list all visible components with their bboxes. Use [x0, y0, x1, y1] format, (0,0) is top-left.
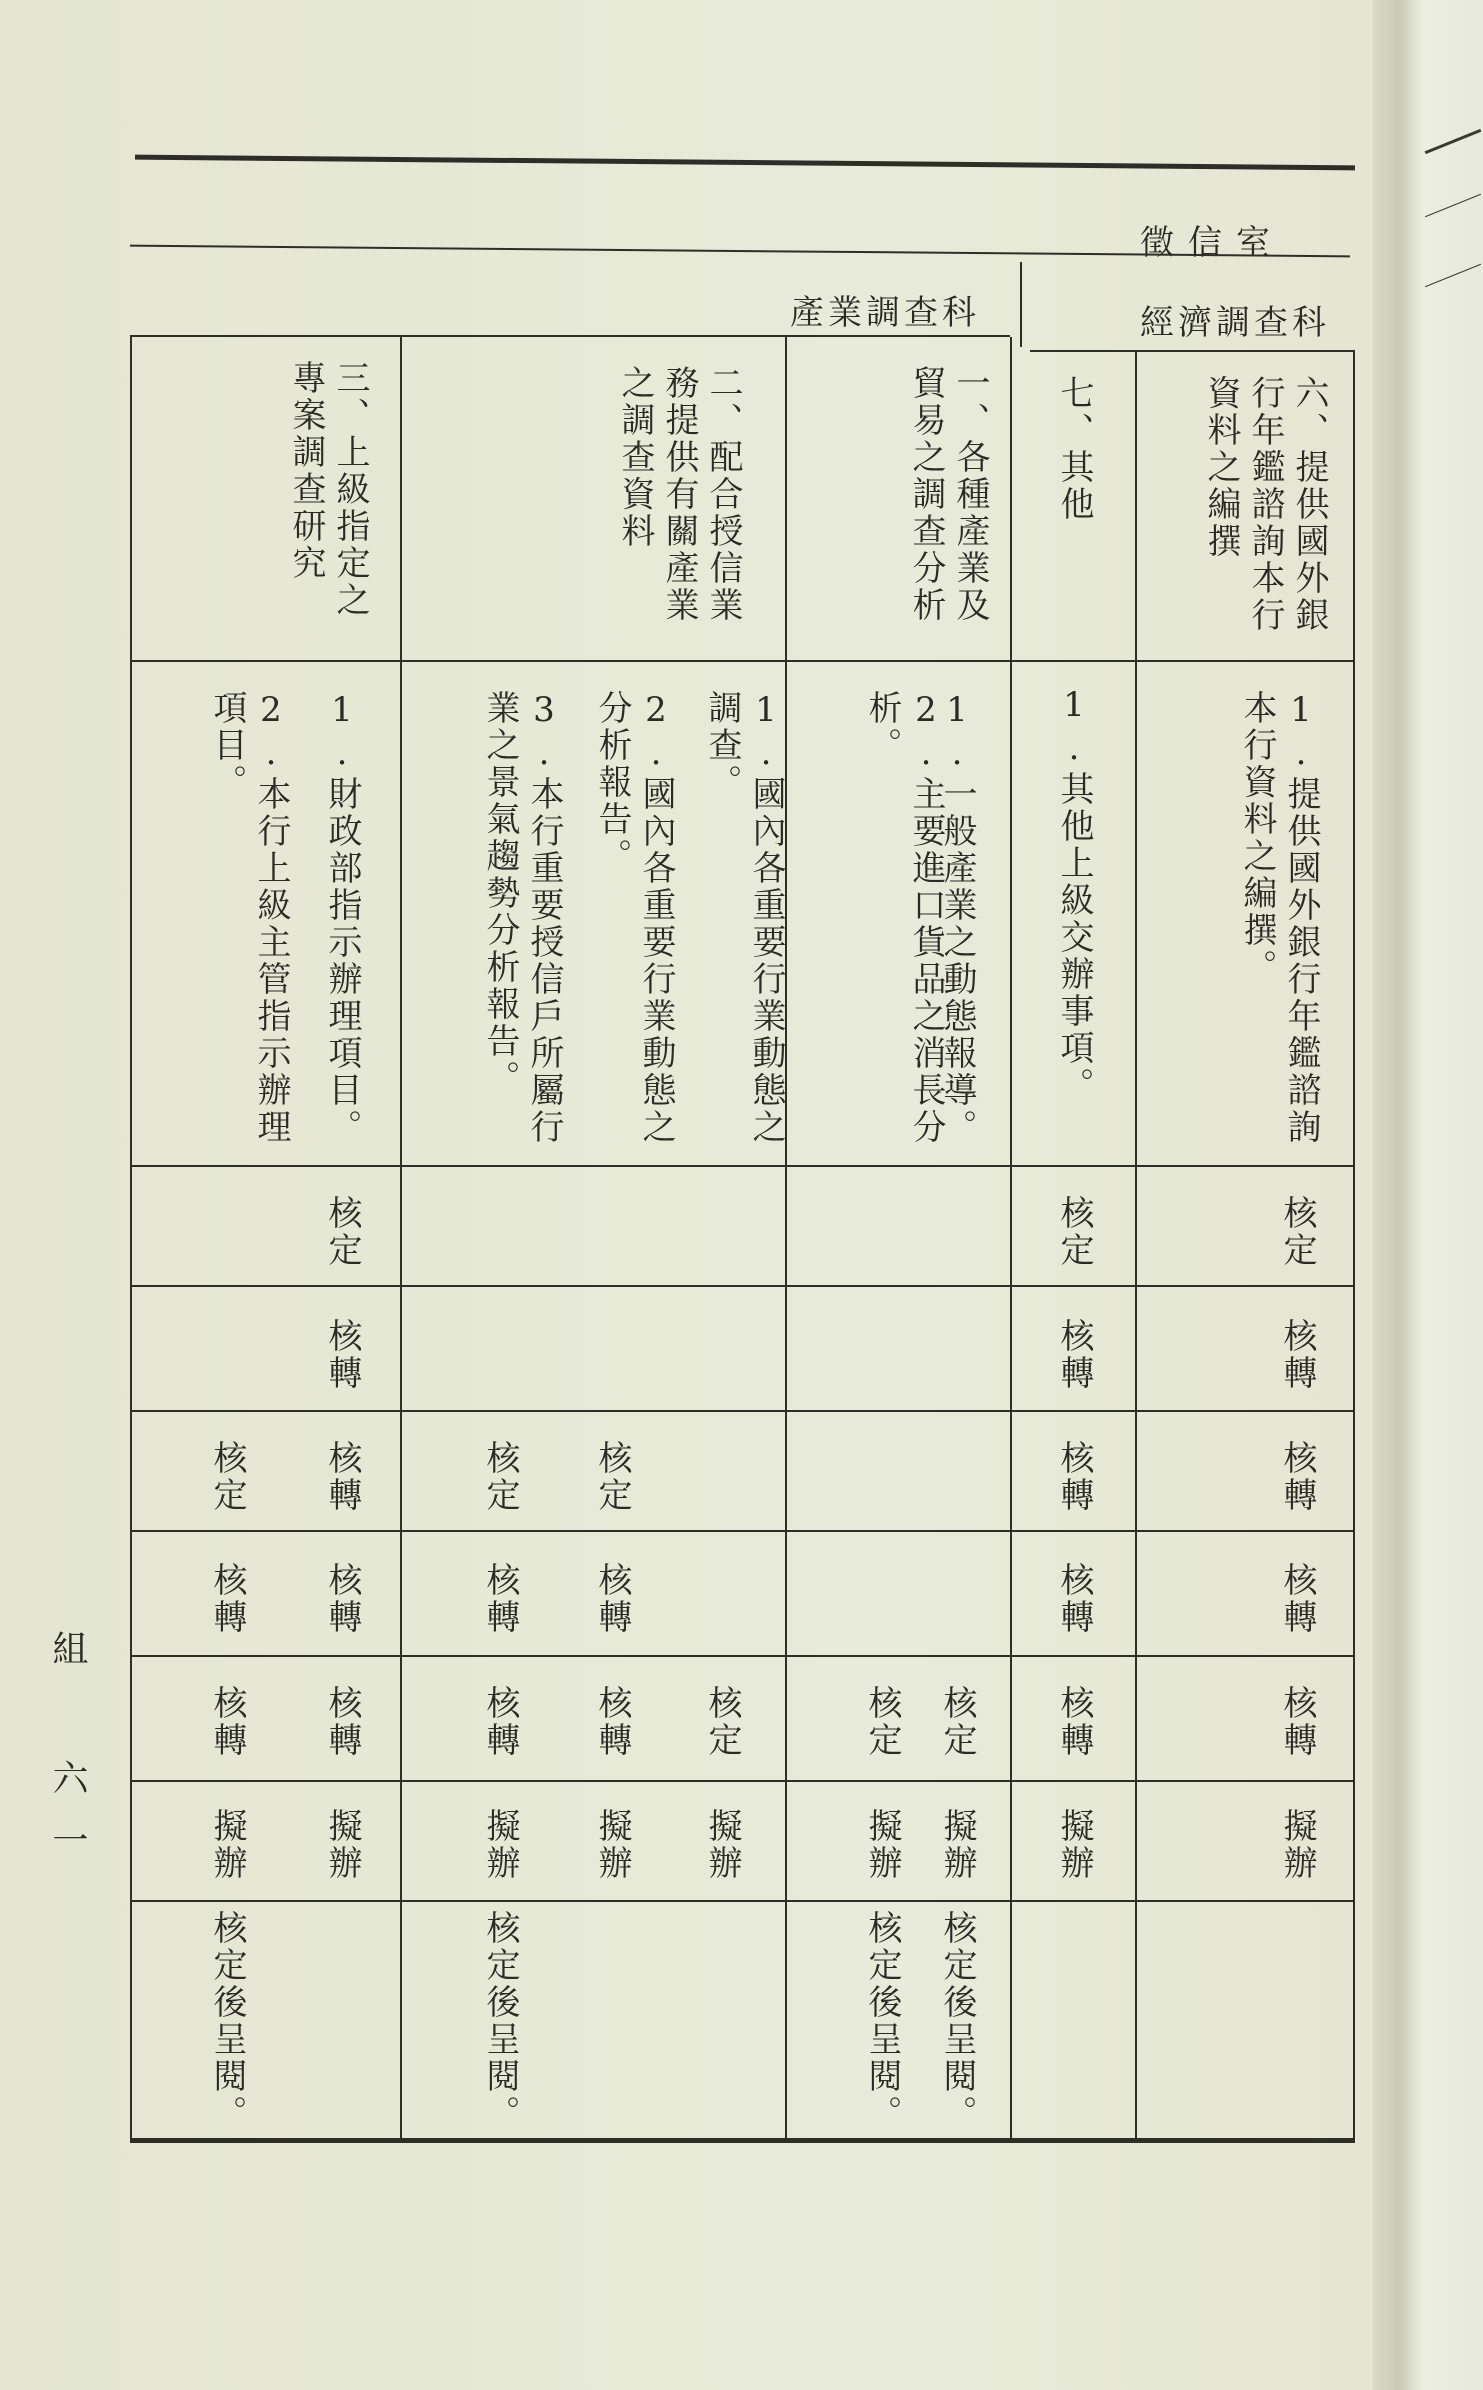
page-label: 組 六一 — [47, 1630, 88, 1883]
approval-7-r4: 核轉 — [1054, 1562, 1094, 1636]
table-bottom-rule — [130, 2138, 1355, 2143]
section-divider — [1020, 262, 1022, 347]
detail-text-1-2: 2.主要進口貨品之消長分析。 — [862, 690, 946, 1146]
approval-2-2-r3: 核定 — [592, 1440, 632, 1514]
row-rule — [132, 1410, 1353, 1412]
row-rule — [132, 1165, 1353, 1167]
approval-3-2-r5: 核轉 — [207, 1685, 247, 1759]
approval-2-1-r6: 擬辦 — [702, 1808, 742, 1882]
approval-3-2-r7: 核定後呈閱。 — [207, 1910, 247, 2132]
adjacent-page-rule — [1425, 194, 1481, 217]
item-cell-6 — [1137, 365, 1353, 660]
approval-1-2-r6: 擬辦 — [862, 1808, 902, 1882]
approval-1-1-r5: 核定 — [937, 1685, 977, 1759]
item-cell-3 — [132, 345, 400, 660]
adjacent-page-edge — [1373, 0, 1483, 2390]
approval-2-3-r5: 核轉 — [480, 1685, 520, 1759]
detail-cell-6 — [1137, 675, 1353, 1165]
approval-3-1-r6: 擬辦 — [322, 1808, 362, 1882]
approval-2-1-r5: 核定 — [702, 1685, 742, 1759]
adjacent-page-rule — [1425, 264, 1481, 287]
approval-3-1-r2: 核轉 — [322, 1318, 362, 1392]
section-title-industry: 產業調查科 — [790, 293, 980, 333]
section-rule-industry — [130, 335, 1010, 337]
approval-2-3-r4: 核轉 — [480, 1562, 520, 1636]
item-text-7: 七、其他 — [1054, 375, 1094, 523]
row-rule — [132, 1530, 1353, 1532]
approval-1-1-r6: 擬辦 — [937, 1808, 977, 1882]
item-text-3: 三、上級指定之專案調查研究 — [286, 360, 370, 619]
detail-text-7-1: 1.其他上級交辦事項。 — [1054, 685, 1094, 1104]
office-title: 徵信室 — [1140, 223, 1284, 263]
approval-3-1-r5: 核轉 — [322, 1685, 362, 1759]
item-cell-1 — [787, 345, 1010, 660]
section-title-economic: 經濟調查科 — [1140, 303, 1330, 343]
approval-6-r2: 核轉 — [1277, 1318, 1317, 1392]
approval-6-r1: 核定 — [1277, 1195, 1317, 1269]
approval-6-r6: 擬辦 — [1277, 1808, 1317, 1882]
approval-7-r2: 核轉 — [1054, 1318, 1094, 1392]
detail-text-3-1: 1.財政部指示辦理項目。 — [322, 690, 362, 1146]
detail-text-2-3: 3.本行重要授信戶所屬行業之景氣趨勢分析報告。 — [480, 690, 564, 1146]
approval-2-3-r7: 核定後呈閱。 — [480, 1910, 520, 2132]
item-text-1: 一、各種產業及貿易之調查分析 — [906, 365, 990, 624]
item-text-6: 六、提供國外銀行年鑑諮詢本行資料之編撰 — [1201, 375, 1329, 634]
approval-7-r3: 核轉 — [1054, 1440, 1094, 1514]
approval-3-2-r4: 核轉 — [207, 1562, 247, 1636]
detail-text-2-1: 1.國內各重要行業動態之調查。 — [702, 690, 786, 1146]
approval-6-r5: 核轉 — [1277, 1685, 1317, 1759]
approval-1-1-r7: 核定後呈閱。 — [937, 1910, 977, 2132]
row-rule — [132, 660, 1353, 662]
section-rule-economic — [1030, 350, 1355, 352]
adjacent-page-rule — [1425, 129, 1482, 154]
approval-2-3-r6: 擬辦 — [480, 1808, 520, 1882]
row-rule — [132, 1900, 1353, 1902]
approval-7-r6: 擬辦 — [1054, 1808, 1094, 1882]
approval-2-2-r6: 擬辦 — [592, 1808, 632, 1882]
item-text-2: 二、配合授信業務提供有關產業之調查資料 — [615, 365, 743, 624]
approval-1-2-r7: 核定後呈閱。 — [862, 1910, 902, 2132]
column-divider — [1010, 337, 1012, 2138]
approval-3-1-r3: 核轉 — [322, 1440, 362, 1514]
approval-7-r5: 核轉 — [1054, 1685, 1094, 1759]
approval-2-2-r4: 核轉 — [592, 1562, 632, 1636]
approval-6-r4: 核轉 — [1277, 1562, 1317, 1636]
approval-3-2-r3: 核定 — [207, 1440, 247, 1514]
approval-3-1-r1: 核定 — [322, 1195, 362, 1269]
approval-6-r3: 核轉 — [1277, 1440, 1317, 1514]
approval-2-2-r5: 核轉 — [592, 1685, 632, 1759]
row-rule — [132, 1780, 1353, 1782]
item-cell-2 — [402, 345, 785, 660]
detail-text-6-1: 1.提供國外銀行年鑑諮詢本行資料之編撰。 — [1237, 690, 1321, 1146]
detail-text-1-1: 1.一般產業之動態報導。 — [937, 690, 977, 1146]
approval-7-r1: 核定 — [1054, 1195, 1094, 1269]
approval-3-1-r4: 核轉 — [322, 1562, 362, 1636]
approval-1-2-r5: 核定 — [862, 1685, 902, 1759]
detail-text-3-2: 2.本行上級主管指示辦理項目。 — [207, 690, 291, 1146]
approval-2-3-r3: 核定 — [480, 1440, 520, 1514]
table-right-border — [1353, 352, 1355, 2142]
detail-text-2-2: 2.國內各重要行業動態之分析報告。 — [592, 690, 676, 1146]
row-rule — [132, 1655, 1353, 1657]
row-rule — [132, 1285, 1353, 1287]
approval-3-2-r6: 擬辦 — [207, 1808, 247, 1882]
